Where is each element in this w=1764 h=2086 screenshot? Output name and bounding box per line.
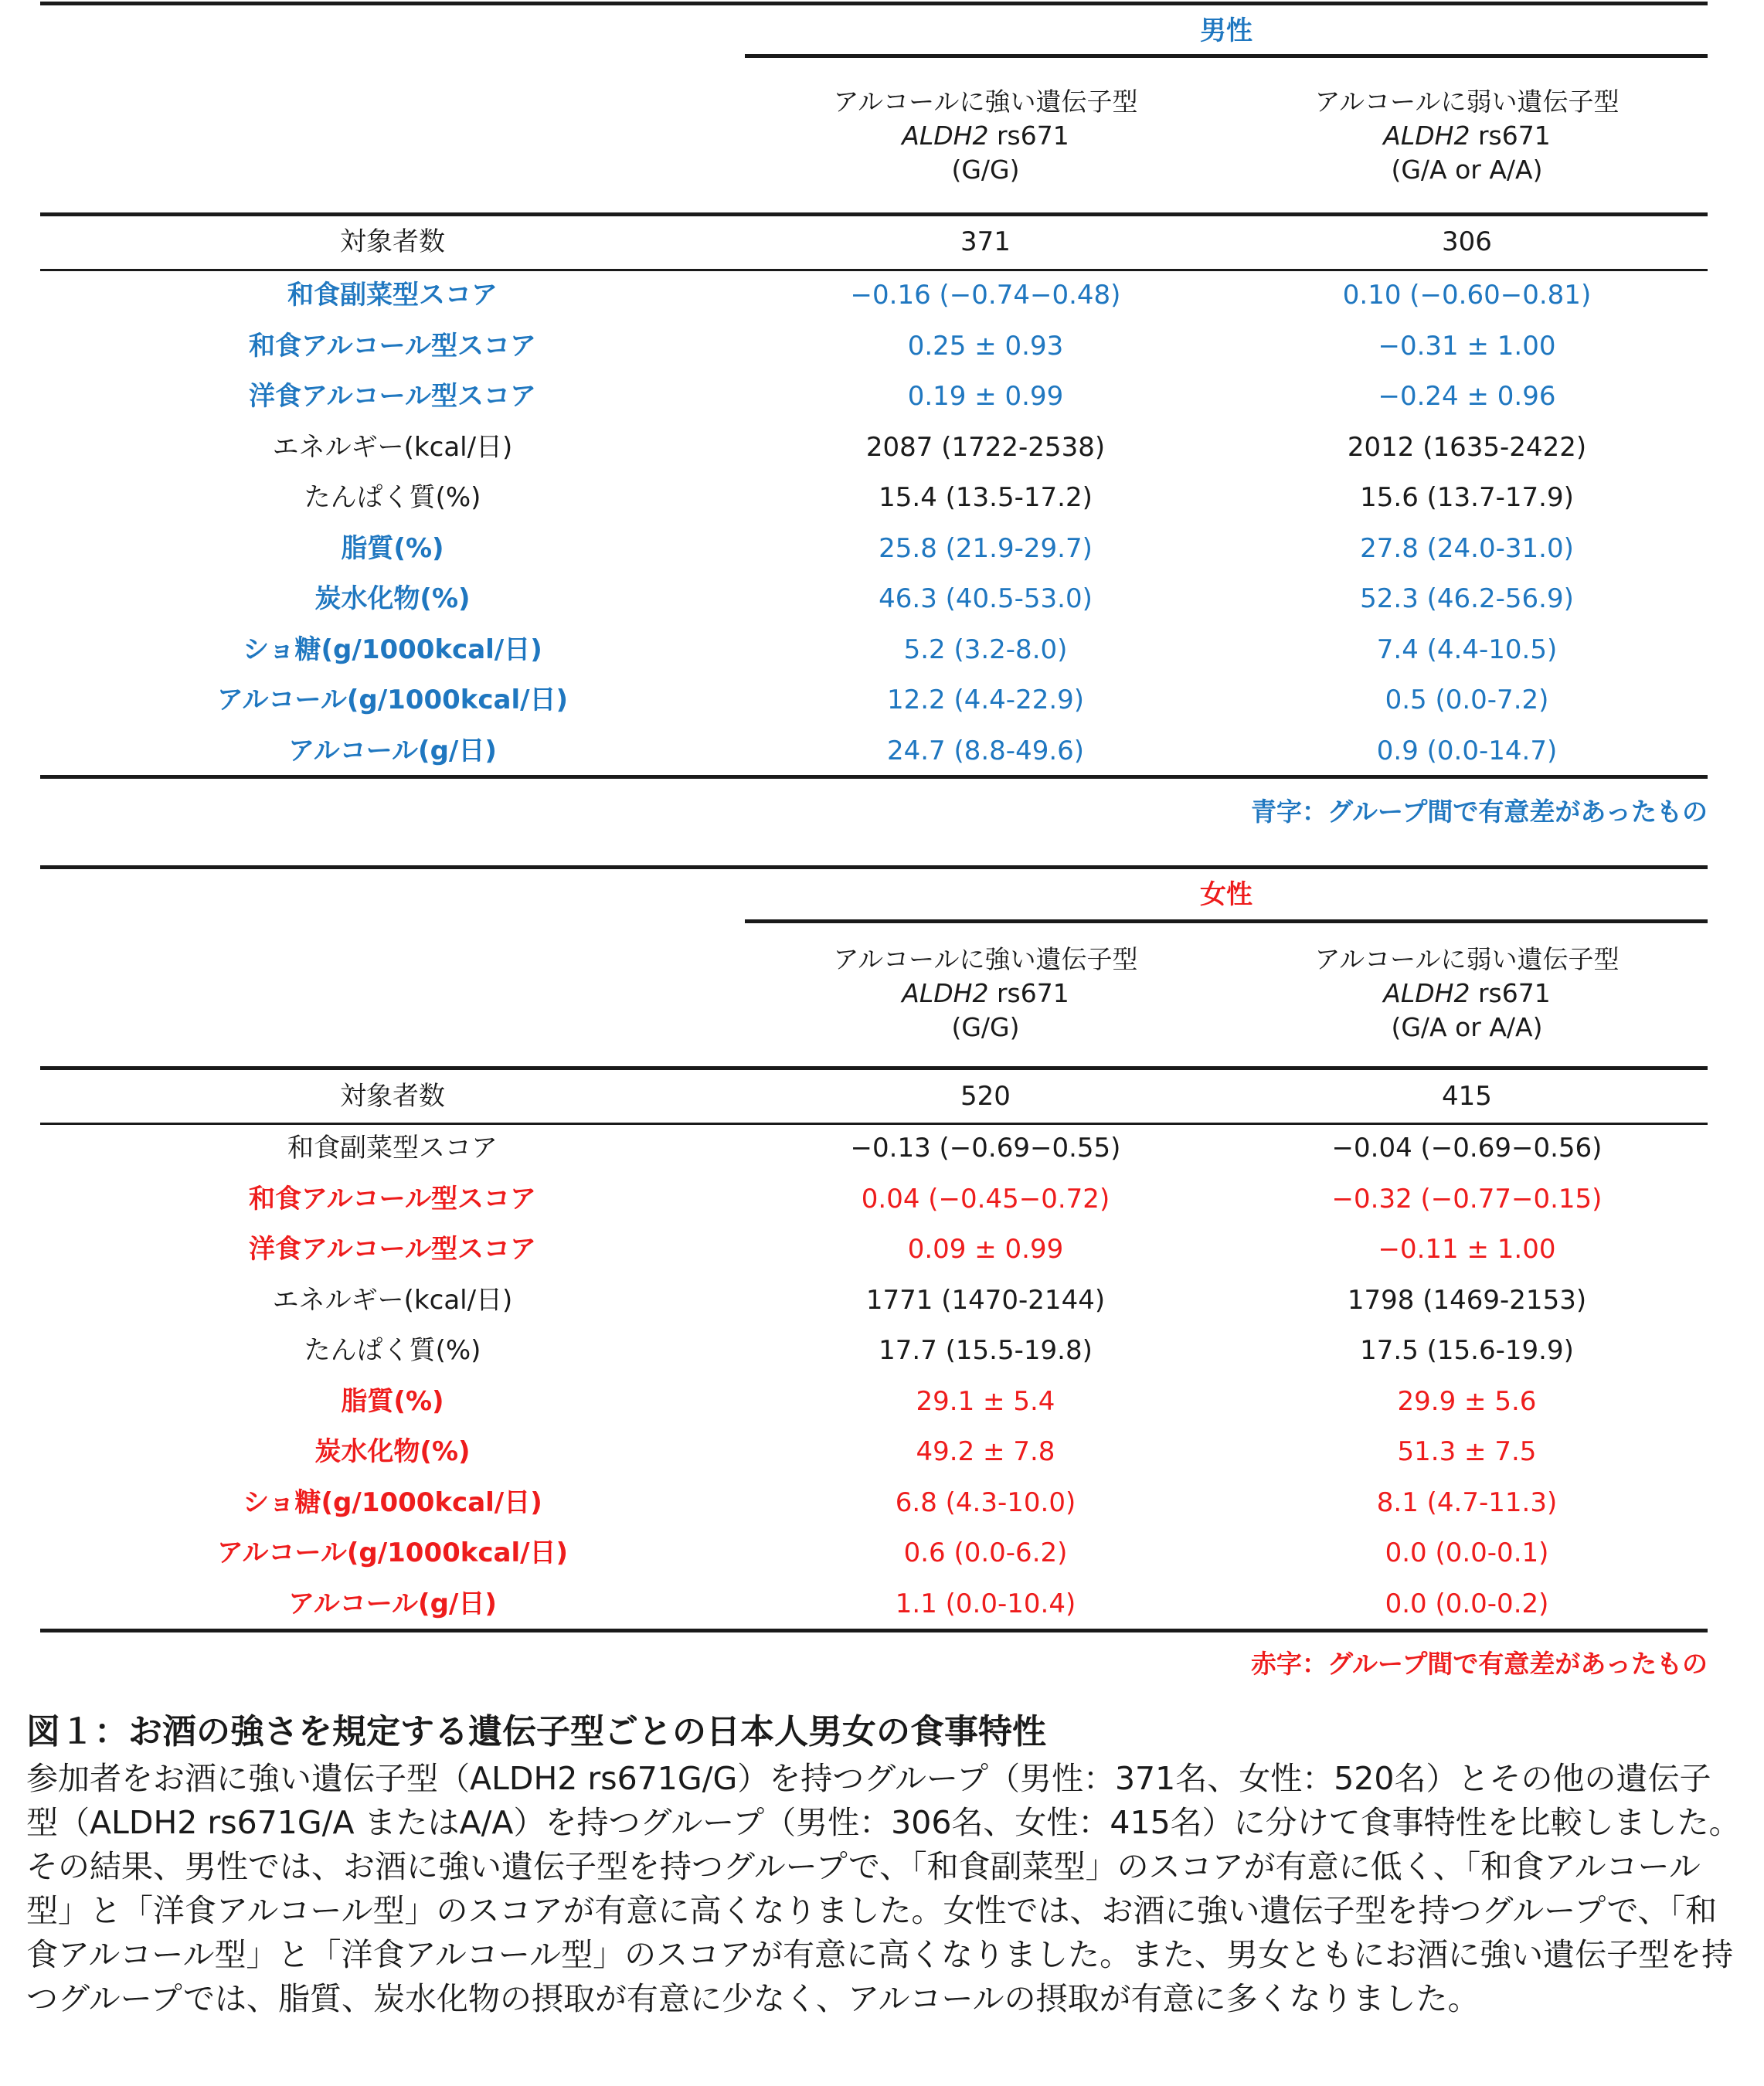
gene-name: ALDH2 bbox=[902, 978, 989, 1008]
row-label: 脂質(%) bbox=[341, 1385, 444, 1417]
row-value-weak: −0.32 (−0.77−0.15) bbox=[1331, 1183, 1603, 1215]
row-value-weak: −0.04 (−0.69−0.56) bbox=[1331, 1133, 1603, 1164]
row-value-strong: 46.3 (40.5-53.0) bbox=[879, 583, 1093, 614]
gene-name: ALDH2 bbox=[1383, 978, 1470, 1008]
n-rule bbox=[40, 1123, 1708, 1125]
row-value-strong: 0.6 (0.0-6.2) bbox=[903, 1537, 1068, 1568]
row-value-weak: 8.1 (4.7-11.3) bbox=[1376, 1486, 1558, 1518]
bottom-rule bbox=[40, 1629, 1708, 1632]
row-value-weak: 27.8 (24.0-31.0) bbox=[1360, 532, 1574, 564]
row-label: 和食アルコール型スコア bbox=[249, 1183, 536, 1215]
row-label: 炭水化物(%) bbox=[314, 1436, 471, 1467]
row-value-strong: 49.2 ± 7.8 bbox=[916, 1436, 1055, 1467]
row-value-strong: 24.7 (8.8-49.6) bbox=[886, 735, 1085, 766]
row-label: アルコール(g/日) bbox=[288, 735, 497, 766]
row-label: 洋食アルコール型スコア bbox=[249, 381, 536, 412]
row-value-strong: 0.25 ± 0.93 bbox=[907, 330, 1064, 362]
bottom-rule bbox=[40, 775, 1708, 779]
row-value-strong: 1771 (1470-2144) bbox=[865, 1284, 1106, 1316]
row-value-strong: 17.7 (15.5-19.8) bbox=[879, 1335, 1093, 1366]
n-weak: 415 bbox=[1442, 1081, 1492, 1112]
row-value-strong: 12.2 (4.4-22.9) bbox=[886, 685, 1085, 715]
row-value-strong: 2087 (1722-2538) bbox=[865, 431, 1106, 463]
row-label: 炭水化物(%) bbox=[314, 583, 471, 614]
row-label: アルコール(g/1000kcal/日) bbox=[216, 685, 569, 715]
row-value-weak: 29.9 ± 5.6 bbox=[1397, 1385, 1537, 1417]
row-value-strong: 0.04 (−0.45−0.72) bbox=[861, 1183, 1110, 1215]
row-value-weak: 0.5 (0.0-7.2) bbox=[1385, 685, 1549, 715]
row-value-strong: 5.2 (3.2-8.0) bbox=[903, 634, 1068, 665]
row-label: たんぱく質(%) bbox=[304, 1335, 481, 1366]
row-value-strong: 29.1 ± 5.4 bbox=[916, 1385, 1055, 1417]
row-value-weak: 0.10 (−0.60−0.81) bbox=[1342, 280, 1592, 311]
row-value-weak: 0.9 (0.0-14.7) bbox=[1376, 735, 1558, 766]
sex-label-male: 男性 bbox=[1200, 15, 1252, 46]
row-value-strong: 0.09 ± 0.99 bbox=[907, 1234, 1064, 1265]
row-value-weak: 1798 (1469-2153) bbox=[1347, 1284, 1587, 1316]
row-value-strong: 25.8 (21.9-29.7) bbox=[879, 532, 1093, 564]
top-rule bbox=[40, 2, 1708, 5]
row-value-weak: −0.11 ± 1.00 bbox=[1378, 1234, 1556, 1265]
significance-note-male: 青字：グループ間で有意差があったもの bbox=[1250, 797, 1708, 827]
row-value-weak: 0.0 (0.0-0.1) bbox=[1385, 1537, 1549, 1568]
top-rule bbox=[40, 865, 1708, 869]
row-value-weak: 2012 (1635-2422) bbox=[1347, 431, 1587, 463]
row-label: エネルギー(kcal/日) bbox=[272, 1284, 513, 1316]
col-header-strong: アルコールに強い遺伝子型 ALDH2 rs671 (G/G) bbox=[833, 944, 1138, 1042]
significance-note-female: 赤字：グループ間で有意差があったもの bbox=[1250, 1649, 1708, 1679]
sex-rule bbox=[745, 919, 1708, 923]
col-header-strong: アルコールに強い遺伝子型 ALDH2 rs671 (G/G) bbox=[833, 87, 1138, 185]
gene-name: ALDH2 bbox=[1383, 121, 1470, 151]
row-value-strong: 0.19 ± 0.99 bbox=[907, 381, 1064, 412]
row-label: アルコール(g/1000kcal/日) bbox=[216, 1537, 569, 1568]
row-value-weak: 7.4 (4.4-10.5) bbox=[1376, 634, 1558, 665]
col-header-weak: アルコールに弱い遺伝子型 ALDH2 rs671 (G/A or A/A) bbox=[1314, 87, 1620, 185]
figure-caption bbox=[26, 1709, 1742, 2021]
header-rule bbox=[40, 212, 1708, 216]
caption-title: 図１：お酒の強さを規定する遺伝子型ごとの日本人男女の食事特性 bbox=[26, 1712, 1046, 1751]
col-header-weak: アルコールに弱い遺伝子型 ALDH2 rs671 (G/A or A/A) bbox=[1314, 944, 1620, 1042]
caption-body: 参加者をお酒に強い遺伝子型（ALDH2 rs671G/G）を持つグループ（男性：371名、女性：520名）とその他の遺伝子型（ALDH2 rs671G/A またはA/A）を持つグループ（男性：306名、女性：415名）に分けて食事特性を比較しました。その結果、男性では、お酒に強い遺伝子型を持つグループで、「和食副菜型」のスコアが有意に低く、「和食アルコール型」と「洋食アルコール型」のスコアが有意に高くなりました。女性では、お酒に強い遺伝子型を持つグループで、「和食アルコール型」と「洋食アルコール型」のスコアが有意に高くなりました。また、男女ともにお酒に強い遺伝子型を持つグループでは、脂質、炭水化物の摂取が有意に少なく、アルコールの摂取が有意に多くなりました。 bbox=[26, 1760, 1741, 2017]
row-value-weak: 0.0 (0.0-0.2) bbox=[1385, 1588, 1549, 1619]
row-value-strong: −0.13 (−0.69−0.55) bbox=[850, 1133, 1121, 1164]
sex-label-female: 女性 bbox=[1200, 879, 1252, 910]
row-label: アルコール(g/日) bbox=[288, 1588, 497, 1619]
gene-name: ALDH2 bbox=[902, 121, 989, 151]
row-label: 和食副菜型スコア bbox=[287, 1133, 498, 1164]
n-strong: 520 bbox=[960, 1081, 1011, 1112]
row-label: 和食アルコール型スコア bbox=[249, 330, 536, 362]
header-rule bbox=[40, 1066, 1708, 1070]
row-value-weak: −0.31 ± 1.00 bbox=[1378, 330, 1556, 362]
row-label: たんぱく質(%) bbox=[304, 482, 481, 513]
row-label: 脂質(%) bbox=[341, 532, 444, 564]
row-value-weak: 17.5 (15.6-19.9) bbox=[1360, 1335, 1574, 1366]
row-value-weak: 15.6 (13.7-17.9) bbox=[1360, 482, 1574, 513]
row-value-weak: 51.3 ± 7.5 bbox=[1397, 1436, 1537, 1467]
row-value-strong: 6.8 (4.3-10.0) bbox=[895, 1486, 1076, 1518]
row-value-strong: −0.16 (−0.74−0.48) bbox=[850, 280, 1121, 311]
n-strong: 371 bbox=[960, 226, 1011, 257]
sex-rule bbox=[745, 54, 1708, 58]
row-label: ショ糖(g/1000kcal/日) bbox=[243, 1486, 542, 1518]
row-label: ショ糖(g/1000kcal/日) bbox=[243, 634, 542, 665]
n-rule bbox=[40, 269, 1708, 271]
n-label: 対象者数 bbox=[340, 1081, 445, 1112]
row-label: 和食副菜型スコア bbox=[287, 280, 498, 311]
row-value-weak: 52.3 (46.2-56.9) bbox=[1360, 583, 1574, 614]
row-label: エネルギー(kcal/日) bbox=[272, 431, 513, 463]
row-value-weak: −0.24 ± 0.96 bbox=[1378, 381, 1556, 412]
n-weak: 306 bbox=[1442, 226, 1492, 257]
row-label: 洋食アルコール型スコア bbox=[249, 1234, 536, 1265]
n-label: 対象者数 bbox=[340, 226, 445, 257]
row-value-strong: 1.1 (0.0-10.4) bbox=[895, 1588, 1076, 1619]
row-value-strong: 15.4 (13.5-17.2) bbox=[879, 482, 1093, 513]
